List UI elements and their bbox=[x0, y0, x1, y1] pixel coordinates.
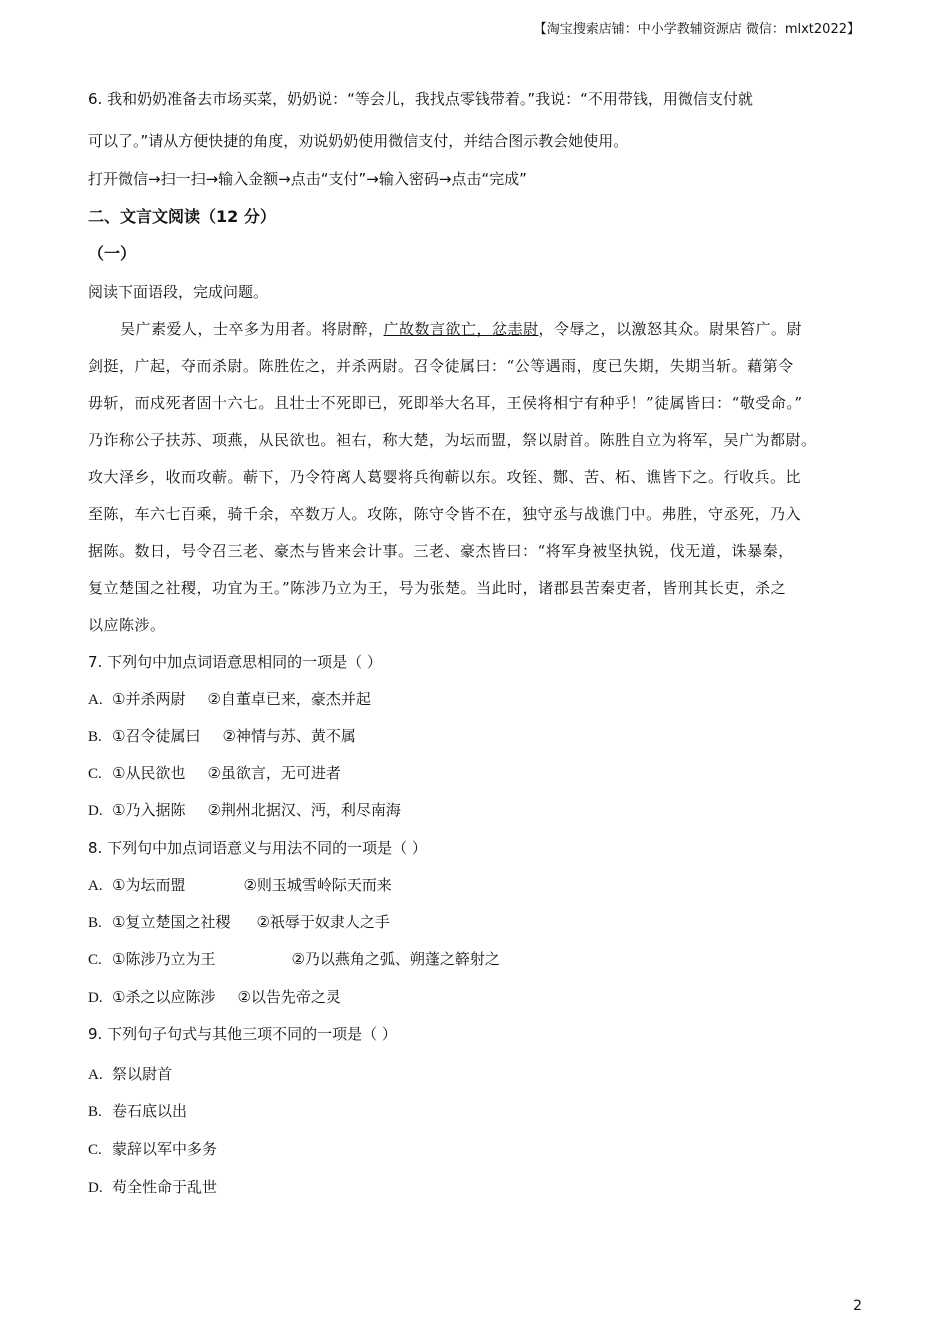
passage-line-6: 至陈，车六七百乘，骑千余，卒数万人。攻陈，陈守令皆不在，独守丞与战谯门中。弗胜，守丞死，乃入 bbox=[88, 505, 802, 523]
option-label: C. bbox=[88, 1142, 102, 1158]
option-text: 祭以尉首 bbox=[112, 1065, 173, 1083]
q6-line1: 6. 我和奶奶准备去市场买菜，奶奶说：“等会儿，我找点零钱带着。”我说：“不用带钱，用微信支付就 bbox=[88, 90, 753, 108]
passage-underlined: 广故数言欲亡，忿恚尉 bbox=[383, 320, 539, 338]
passage-line-1b: ，令辱之，以激怒其众。尉果笞广。尉 bbox=[538, 320, 803, 338]
option-part-1: ①为坛而盟 bbox=[112, 876, 186, 894]
q7-option-a bbox=[88, 688, 371, 711]
option-text: 卷石底以出 bbox=[112, 1102, 188, 1120]
passage-line-7: 据陈。数日，号令召三老、豪杰与皆来会计事。三老、豪杰皆曰：“将军身被坚执锐，伐无道，诛暴秦， bbox=[88, 542, 794, 560]
option-label: A. bbox=[88, 1067, 103, 1083]
q9-stem: 9. 下列句子句式与其他三项不同的一项是（ ） bbox=[88, 1025, 397, 1043]
q7-stem: 7. 下列句中加点词语意思相同的一项是（ ） bbox=[88, 653, 382, 671]
option-part-2: ②以告先帝之灵 bbox=[237, 988, 341, 1006]
passage-line-8: 复立楚国之社稷，功宜为王。”陈涉乃立为王，号为张楚。当此时，诸郡县苦秦吏者，皆刑其长吏，杀之 bbox=[88, 579, 787, 597]
option-part-2: ②乃以燕角之弧、朔蓬之簳射之 bbox=[291, 950, 500, 968]
option-part-2: ②虽欲言，无可进者 bbox=[207, 764, 341, 782]
option-part-2: ②神情与苏、黄不属 bbox=[222, 727, 356, 745]
passage-line-5: 攻大泽乡，收而攻蕲。蕲下，乃令符离人葛婴将兵徇蕲以东。攻铚、酂、苦、柘、谯皆下之。行收兵。比 bbox=[88, 468, 802, 486]
q6-line2: 可以了。”请从方便快捷的角度，劝说奶奶使用微信支付，并结合图示教会她使用。 bbox=[88, 132, 629, 150]
option-label: A. bbox=[88, 878, 103, 894]
section-instruction: 阅读下面语段，完成问题。 bbox=[88, 283, 269, 301]
option-part-1: ①召令徒属曰 bbox=[112, 727, 201, 745]
option-label: D. bbox=[88, 803, 103, 819]
section-title: 二、文言文阅读（12 分） bbox=[88, 207, 276, 226]
option-part-1: ①乃入据陈 bbox=[112, 801, 186, 819]
option-text: 苟全性命于乱世 bbox=[112, 1178, 218, 1196]
option-label: A. bbox=[88, 692, 103, 708]
q9-option-c bbox=[88, 1138, 217, 1161]
q9-option-a bbox=[88, 1063, 172, 1086]
passage-line-3: 毋斩，而戍死者固十六七。且壮士不死即已，死即举大名耳，王侯将相宁有种乎！”徒属皆曰：“敬受命。” bbox=[88, 394, 803, 412]
option-label: B. bbox=[88, 1104, 102, 1120]
q8-stem: 8. 下列句中加点词语意义与用法不同的一项是（ ） bbox=[88, 839, 427, 857]
option-text: 蒙辞以军中多务 bbox=[112, 1140, 218, 1158]
q7-option-d bbox=[88, 799, 401, 822]
option-label: C. bbox=[88, 952, 102, 968]
option-part-1: ①陈涉乃立为王 bbox=[112, 950, 216, 968]
q7-option-c bbox=[88, 762, 341, 785]
passage-line-1 bbox=[120, 318, 802, 340]
option-part-1: ①从民欲也 bbox=[112, 764, 186, 782]
option-label: D. bbox=[88, 990, 103, 1006]
option-part-2: ②荆州北据汉、沔，利尽南海 bbox=[207, 801, 401, 819]
passage-line-4: 乃诈称公子扶苏、项燕，从民欲也。袒右，称大楚，为坛而盟，祭以尉首。陈胜自立为将军，吴广为都尉。 bbox=[88, 431, 817, 449]
q7-option-b bbox=[88, 725, 356, 748]
option-part-2: ②自董卓已来，豪杰并起 bbox=[207, 690, 371, 708]
passage-line-9: 以应陈涉。 bbox=[88, 616, 166, 634]
q8-option-b bbox=[88, 911, 390, 934]
section-sub: （一） bbox=[88, 244, 137, 263]
option-part-2: ②祇辱于奴隶人之手 bbox=[256, 913, 390, 931]
q8-option-c bbox=[88, 948, 500, 971]
q9-option-d bbox=[88, 1176, 217, 1199]
option-part-1: ①复立楚国之社稷 bbox=[112, 913, 231, 931]
passage-line-2: 剑挺，广起，夺而杀尉。陈胜佐之，并杀两尉。召令徒属曰：“公等遇雨，度已失期，失期当斩。藉第令 bbox=[88, 357, 794, 375]
option-label: B. bbox=[88, 729, 102, 745]
q9-option-b bbox=[88, 1100, 187, 1123]
option-part-1: ①杀之以应陈涉 bbox=[112, 988, 216, 1006]
q6-steps: 打开微信→扫一扫→输入金额→点击“支付”→输入密码→点击“完成” bbox=[88, 170, 527, 188]
option-part-1: ①并杀两尉 bbox=[112, 690, 186, 708]
option-label: D. bbox=[88, 1180, 103, 1196]
q8-option-a bbox=[88, 874, 392, 897]
passage-line-1a: 吴广素爱人，士卒多为用者。将尉醉， bbox=[120, 320, 384, 338]
q8-option-d bbox=[88, 986, 341, 1009]
option-label: B. bbox=[88, 915, 102, 931]
option-label: C. bbox=[88, 766, 102, 782]
page-header: 【淘宝搜索店铺：中小学教辅资源店 微信：mlxt2022】 bbox=[533, 22, 860, 37]
option-part-2: ②则玉城雪岭际天而来 bbox=[243, 876, 392, 894]
page-number: 2 bbox=[853, 1298, 862, 1314]
